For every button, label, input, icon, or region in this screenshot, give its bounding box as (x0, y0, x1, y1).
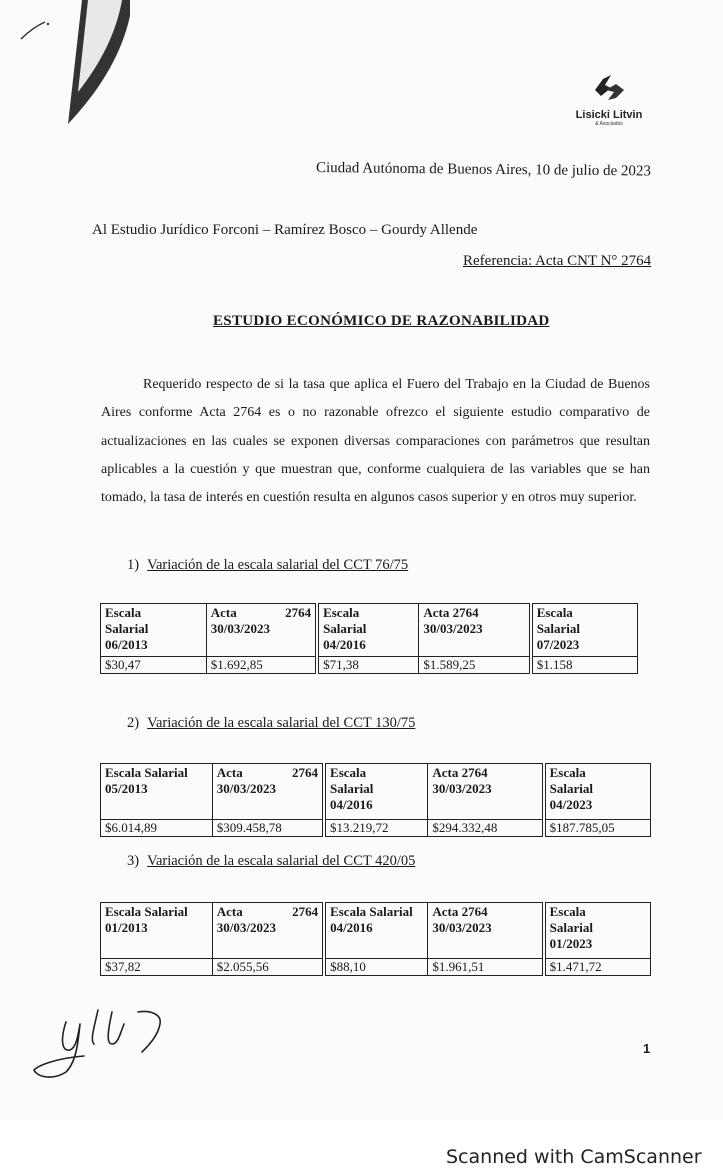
value-cell: $1.692,85 (206, 657, 317, 674)
value-cell: $13.219,72 (324, 820, 428, 837)
body-paragraph (101, 371, 650, 512)
value-cell: $71,38 (317, 657, 419, 674)
document-title: ESTUDIO ECONÓMICO DE RAZONABILIDAD (213, 313, 550, 329)
date-line: Ciudad Autónoma de Buenos Aires, 10 de julio de 2023 (315, 160, 652, 180)
header-cell: Acta 2764 30/03/2023 (419, 604, 531, 657)
firm-logo-icon (590, 74, 628, 108)
header-cell: Escala Salarial 04/2016 (317, 604, 419, 657)
header-cell: Acta 2764 30/03/2023 (212, 764, 324, 820)
header-cell: Escala Salarial 04/2016 (324, 903, 428, 959)
page-number: 1 (643, 1041, 651, 1056)
value-cell: $1.961,51 (428, 959, 544, 976)
header-cell: Acta 2764 30/03/2023 (428, 764, 544, 820)
firm-subtitle: & Asociados (595, 121, 623, 127)
header-cell: Acta 2764 30/03/2023 (212, 903, 324, 959)
value-cell: $6.014,89 (101, 820, 213, 837)
salary-table-cct-420-05 (100, 902, 651, 976)
value-cell: $1.471,72 (544, 959, 651, 976)
scanner-watermark: Scanned with CamScanner (446, 1146, 702, 1168)
value-cell: $2.055,56 (212, 959, 324, 976)
section-heading-1 (127, 557, 408, 574)
firm-logo (566, 74, 652, 134)
value-cell: $187.785,05 (544, 820, 651, 837)
section-number: 2) (127, 715, 140, 731)
reference-line: Referencia: Acta CNT N° 2764 (463, 253, 652, 269)
section-number: 3) (127, 853, 140, 869)
value-cell: $88,10 (324, 959, 428, 976)
recipient-line: Al Estudio Jurídico Forconi – Ramírez Bosco – Gourdy Allende (92, 222, 478, 238)
section-number: 1) (127, 557, 140, 573)
scan-corner-shadow (60, 0, 130, 125)
section-label: Variación de la escala salarial del CCT 130/75 (147, 715, 416, 731)
salary-table-cct-130-75 (100, 763, 651, 837)
header-cell: Escala Salarial 01/2013 (101, 903, 213, 959)
value-cell: $1.589,25 (419, 657, 531, 674)
value-cell: $1.158 (531, 657, 638, 674)
header-cell: Escala Salarial 06/2013 (101, 604, 207, 657)
pen-mark (20, 18, 50, 42)
header-cell: Escala Salarial 05/2013 (101, 764, 213, 820)
firm-name: Lisicki Litvin (575, 109, 643, 121)
section-heading-2 (127, 715, 415, 732)
value-cell: $294.332,48 (428, 820, 544, 837)
header-cell: Escala Salarial 01/2023 (544, 903, 651, 959)
header-cell: Escala Salarial 07/2023 (531, 604, 638, 657)
section-heading-3 (127, 853, 415, 870)
section-label: Variación de la escala salarial del CCT 420/05 (147, 853, 416, 869)
header-cell: Acta 2764 30/03/2023 (206, 604, 317, 657)
value-cell: $309.458,78 (212, 820, 324, 837)
value-cell: $30,47 (101, 657, 207, 674)
header-cell: Escala Salarial 04/2023 (544, 764, 651, 820)
header-cell: Acta 2764 30/03/2023 (428, 903, 544, 959)
header-cell: Escala Salarial 04/2016 (324, 764, 428, 820)
body-paragraph-text: Requerido respecto de si la tasa que aplica el Fuero del Trabajo en la Ciudad de Buenos Aires conforme Acta 2764 es o no razonable ofrezco el siguiente estudio comparativo de actualizaciones en las cuales se exponen diversas comparaciones con parámetros que resultan aplicables a la cuestión y que muestran que, conforme cualquiera de las variables que se han tomado, la tasa de interés en cuestión resulta en algunos casos superior y en otros muy superior. (101, 377, 650, 506)
value-cell: $37,82 (101, 959, 213, 976)
section-label: Variación de la escala salarial del CCT 76/75 (147, 557, 409, 573)
handwritten-signature (20, 1000, 180, 1090)
salary-table-cct-76-75 (100, 603, 638, 674)
